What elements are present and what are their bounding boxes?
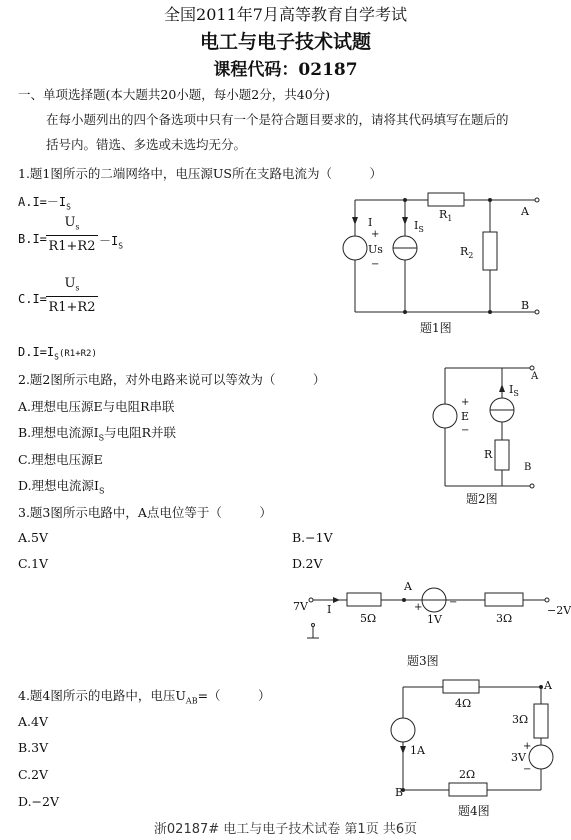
q1-option-a: $A.I=-I_S$ — [18, 195, 71, 212]
q2-fig-r-label: R — [484, 448, 493, 461]
q4-fig-minus: − — [523, 764, 532, 775]
course-code: 课程代码：02187 — [213, 60, 358, 80]
q4-fig-node-b: B — [395, 786, 404, 799]
q2-fig-terminal-b: B — [524, 462, 532, 473]
q1-fig-r2-label: $R_2$ — [460, 245, 474, 261]
q1-fig-terminal-b: B — [521, 299, 530, 312]
q1-fig-is-label: $I_S$ — [414, 219, 424, 235]
q2-fig-terminal-a: A — [531, 371, 539, 382]
q3-fig-minus2v-label: −2V — [547, 604, 571, 617]
q2-fig-minus: − — [461, 425, 470, 436]
q3-fig-node-a: A — [404, 580, 412, 593]
q3-fig-minus: − — [449, 597, 458, 608]
q1-fig-minus: − — [371, 259, 380, 270]
q1-fig-terminal-a: A — [521, 205, 529, 218]
q1-option-b-tail: $-I_S$ — [99, 234, 124, 251]
q1-fig-plus: + — [371, 229, 380, 240]
q4-fig-3ohm-label: 3Ω — [512, 713, 529, 726]
q1-fig-us-label: Us — [368, 243, 383, 256]
q1-option-d: $D.I=I_S(R1+R2)$ — [18, 345, 97, 362]
q3-fig-plus: + — [414, 602, 423, 613]
q3-fig-1v-label: 1V — [427, 613, 442, 626]
q1-option-b-label: B.I= — [18, 232, 47, 246]
q1-option-c-fraction: $U_s$ R1+R2 — [46, 276, 98, 324]
q1-fig-r1-label: $R_1$ — [439, 208, 453, 224]
q4-fig-caption: 题4图 — [458, 804, 490, 818]
q3-fig-current-label: I — [327, 603, 332, 616]
q4-fig-4ohm-label: 4Ω — [455, 697, 472, 710]
q3-option-a: A.5V — [18, 530, 48, 545]
section-instruction-1: 在每小题列出的四个备选项中只有一个是符合题目要求的，请将其代码填写在题后的 — [46, 112, 509, 127]
q2-fig-e-label: E — [461, 410, 470, 423]
q3-option-c: C.1V — [18, 556, 49, 571]
q2-option-b: B.理想电流源$I_S$与电阻R并联 — [18, 425, 177, 443]
q4-fig-1a-label: 1A — [410, 744, 425, 757]
q1-stem: 1.题1图所示的二端网络中，电压源US所在支路电流为（ ） — [18, 166, 382, 181]
q1-option-b-fraction: $U_s$ R1+R2 — [46, 215, 98, 263]
q2-option-a: A.理想电压源E与电阻R串联 — [18, 399, 175, 414]
q4-fig-node-a: A — [544, 679, 552, 692]
q4-fig-3v-label: 3V — [511, 751, 526, 764]
q1-fig-caption: 题1图 — [420, 321, 452, 335]
exam-title: 全国2011年7月高等教育自学考试 — [164, 5, 407, 24]
q4-option-c: C.2V — [18, 767, 49, 782]
section-instruction-2: 括号内。错选、多选或未选均无分。 — [46, 137, 247, 152]
q3-stem: 3.题3图所示电路中，A点电位等于（ ） — [18, 505, 272, 520]
q2-fig-plus: + — [461, 397, 470, 408]
q3-fig-7v-label: 7V — [293, 600, 308, 613]
q4-option-b: B.3V — [18, 740, 49, 755]
q2-fig-is-label: $I_S$ — [509, 383, 519, 399]
q3-option-b: B.−1V — [292, 530, 333, 545]
page-footer: 浙02187# 电工与电子技术试卷 第1页 共6页 — [153, 822, 418, 837]
subject-title: 电工与电子技术试题 — [199, 31, 371, 53]
q3-option-d: D.2V — [292, 556, 323, 571]
section-heading: 一、单项选择题(本大题共20小题，每小题2分，共40分) — [18, 87, 331, 102]
q2-stem: 2.题2图所示电路，对外电路来说可以等效为（ ） — [18, 372, 326, 387]
q1-option-c-label: C.I= — [18, 292, 47, 306]
q4-fig-plus: + — [523, 741, 532, 752]
q3-fig-3ohm-label: 3Ω — [496, 612, 513, 625]
q2-fig-caption: 题2图 — [466, 492, 498, 506]
q4-option-d: D.−2V — [18, 794, 60, 809]
q1-fig-current-label: I — [368, 216, 373, 229]
q2-option-c: C.理想电压源E — [18, 452, 103, 467]
q4-stem: 4.题4图所示的电路中，电压$U_{AB}=$（ ） — [18, 688, 271, 706]
q4-option-a: A.4V — [18, 714, 48, 729]
q2-option-d: D.理想电流源$I_S$ — [18, 478, 105, 496]
q3-fig-5ohm-label: 5Ω — [360, 612, 377, 625]
q3-fig-caption: 题3图 — [407, 654, 439, 668]
q4-fig-2ohm-label: 2Ω — [459, 768, 476, 781]
